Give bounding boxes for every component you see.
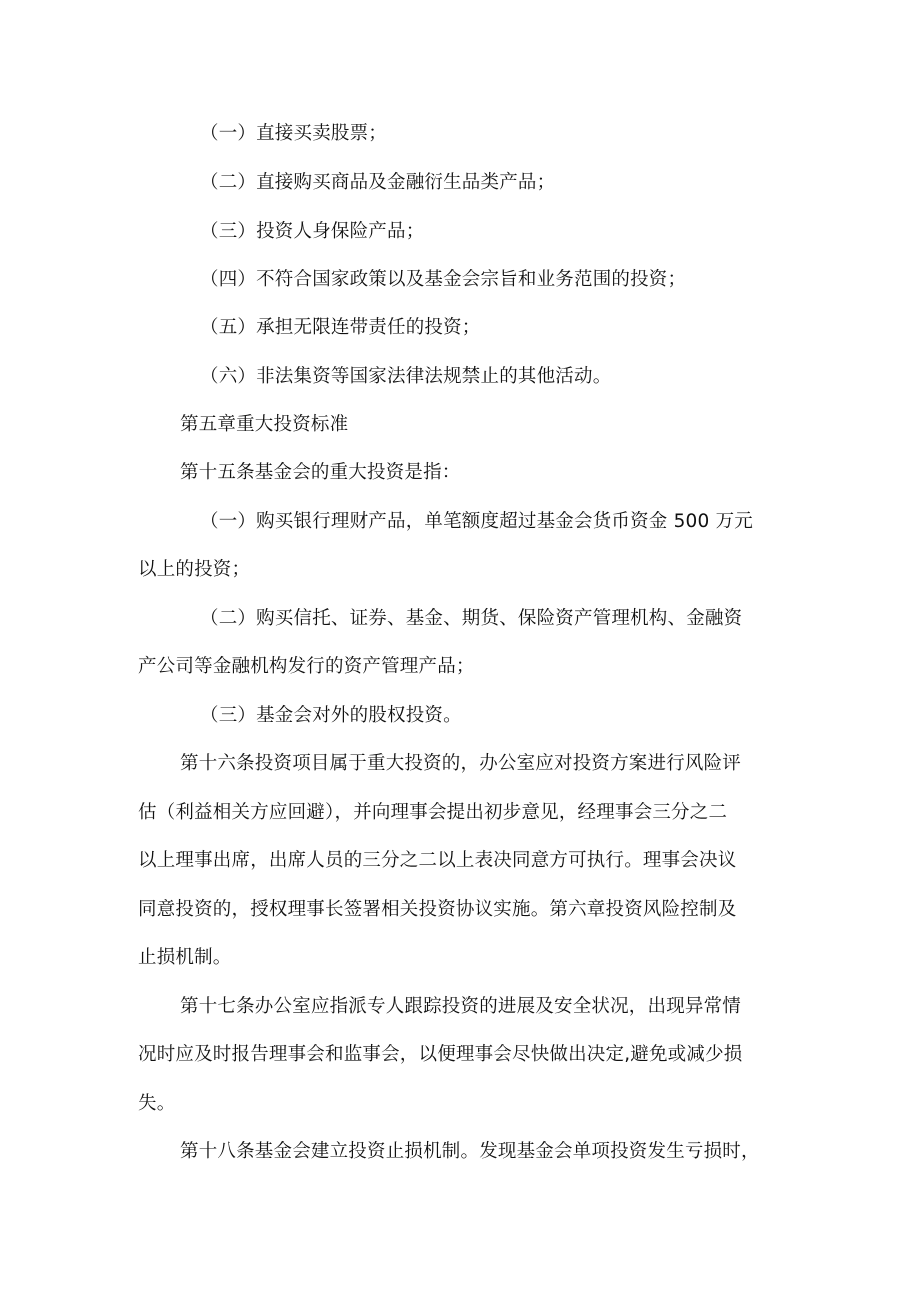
paragraph-line: 估（利益相关方应回避），并向理事会提出初步意见，经理事会三分之二 bbox=[138, 802, 728, 823]
paragraph-line: 况时应及时报告理事会和监事会，以便理事会尽快做出决定,避免或减少损 bbox=[138, 1044, 743, 1065]
paragraph-line: 止损机制。 bbox=[138, 947, 232, 968]
paragraph-line: 失。 bbox=[138, 1093, 176, 1114]
paragraph-line: 同意投资的，授权理事长签署相关投资协议实施。第六章投资风险控制及 bbox=[138, 899, 737, 920]
paragraph-line: 以上理事出席，出席人员的三分之二以上表决同意方可执行。理事会决议 bbox=[138, 850, 737, 871]
list-item: （四）不符合国家政策以及基金会宗旨和业务范围的投资； bbox=[200, 269, 687, 290]
chapter-heading: 第五章重大投资标准 bbox=[180, 414, 349, 435]
list-item: （二）购买信托、证券、基金、期货、保险资产管理机构、金融资 bbox=[200, 608, 743, 629]
list-item: （二）直接购买商品及金融衍生品类产品； bbox=[200, 172, 556, 193]
paragraph-line: 第十六条投资项目属于重大投资的，办公室应对投资方案进行风险评 bbox=[180, 753, 742, 774]
paragraph-line: 以上的投资； bbox=[138, 559, 251, 580]
list-item: （五）承担无限连带责任的投资； bbox=[200, 317, 481, 338]
list-item: （三）基金会对外的股权投资。 bbox=[200, 705, 462, 726]
article-heading: 第十五条基金会的重大投资是指： bbox=[180, 462, 461, 483]
paragraph-line: 产公司等金融机构发行的资产管理产品； bbox=[138, 656, 475, 677]
list-item: （六）非法集资等国家法律法规禁止的其他活动。 bbox=[200, 366, 612, 387]
list-item: （一）直接买卖股票； bbox=[200, 123, 388, 144]
list-item: （三）投资人身保险产品； bbox=[200, 221, 425, 242]
list-item: （一）购买银行理财产品，单笔额度超过基金会货币资金 500 万元 bbox=[200, 511, 753, 532]
paragraph-line: 第十八条基金会建立投资止损机制。发现基金会单项投资发生亏损时， bbox=[180, 1141, 760, 1162]
paragraph-line: 第十七条办公室应指派专人跟踪投资的进展及安全状况，出现异常情 bbox=[180, 996, 742, 1017]
